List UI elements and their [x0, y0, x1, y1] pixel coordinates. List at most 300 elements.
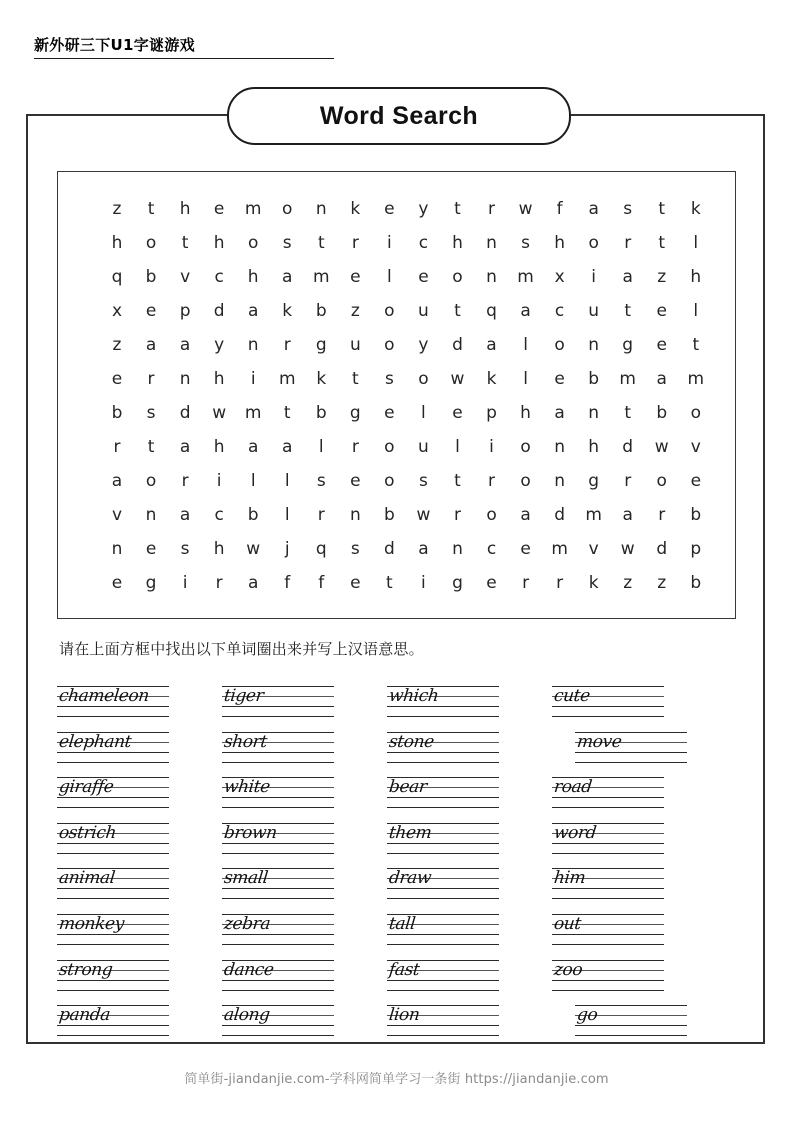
- letter-cell[interactable]: r: [147, 368, 155, 389]
- letter-cell[interactable]: g: [452, 572, 463, 593]
- letter-cell[interactable]: n: [315, 198, 327, 219]
- letter-cell[interactable]: f: [318, 572, 325, 593]
- letter-cell[interactable]: q: [315, 538, 327, 559]
- letter-cell[interactable]: m: [687, 368, 705, 389]
- letter-cell[interactable]: a: [656, 368, 667, 389]
- letter-cell[interactable]: v: [690, 436, 701, 457]
- letter-cell[interactable]: d: [554, 504, 565, 525]
- letter-cell[interactable]: x: [554, 266, 565, 287]
- letter-cell[interactable]: g: [622, 334, 634, 355]
- letter-cell[interactable]: o: [384, 436, 395, 457]
- letter-cell[interactable]: r: [624, 470, 632, 491]
- letter-cell[interactable]: z: [623, 572, 633, 593]
- letter-cell[interactable]: h: [213, 436, 225, 457]
- letter-cell[interactable]: b: [656, 402, 668, 423]
- letter-cell[interactable]: n: [349, 504, 361, 525]
- word-entry[interactable]: [387, 908, 499, 954]
- letter-cell[interactable]: d: [452, 334, 463, 355]
- word-entry[interactable]: [552, 817, 664, 863]
- word-entry[interactable]: [222, 817, 334, 863]
- letter-cell[interactable]: t: [181, 232, 189, 253]
- letter-cell[interactable]: d: [656, 538, 668, 559]
- letter-cell[interactable]: h: [213, 232, 225, 253]
- letter-cell[interactable]: n: [588, 334, 600, 355]
- letter-cell[interactable]: h: [111, 232, 123, 253]
- letter-grid-row: [100, 498, 713, 532]
- letter-cell[interactable]: p: [179, 300, 191, 321]
- letter-cell[interactable]: h: [690, 266, 702, 287]
- letter-cell[interactable]: a: [247, 300, 259, 321]
- letter-cell[interactable]: m: [551, 538, 568, 559]
- guide-line: [387, 944, 499, 945]
- word-entry[interactable]: [575, 999, 687, 1045]
- letter-cell[interactable]: s: [384, 368, 394, 389]
- letter-cell[interactable]: j: [284, 538, 290, 559]
- letter-cell[interactable]: b: [690, 504, 702, 525]
- letter-cell[interactable]: o: [247, 232, 259, 253]
- letter-cell[interactable]: n: [179, 368, 191, 389]
- word-entry[interactable]: [552, 954, 664, 1000]
- word-text: white: [222, 777, 271, 798]
- letter-cell[interactable]: i: [182, 572, 188, 593]
- letter-cell[interactable]: z: [657, 572, 667, 593]
- letter-cell[interactable]: r: [113, 436, 121, 457]
- guide-line: [552, 853, 664, 854]
- letter-cell[interactable]: s: [418, 470, 428, 491]
- letter-cell[interactable]: a: [247, 572, 259, 593]
- letter-cell[interactable]: a: [111, 470, 123, 491]
- letter-cell[interactable]: v: [111, 504, 123, 525]
- letter-cell[interactable]: e: [145, 300, 157, 321]
- letter-cell[interactable]: c: [214, 266, 224, 287]
- letter-cell[interactable]: c: [554, 300, 565, 321]
- page-title: 新外研三下U1字谜游戏: [34, 34, 334, 59]
- word-text: move: [575, 731, 623, 752]
- letter-cell[interactable]: b: [315, 402, 327, 423]
- letter-cell[interactable]: t: [317, 232, 325, 253]
- letter-cell[interactable]: r: [488, 470, 496, 491]
- word-entry[interactable]: [57, 817, 169, 863]
- letter-cell[interactable]: s: [350, 538, 360, 559]
- letter-cell[interactable]: f: [284, 572, 291, 593]
- letter-cell[interactable]: r: [488, 198, 496, 219]
- letter-cell[interactable]: h: [588, 436, 600, 457]
- word-text: zoo: [552, 959, 584, 980]
- letter-cell[interactable]: r: [317, 504, 325, 525]
- guide-line: [552, 944, 664, 945]
- guide-line: [57, 807, 169, 808]
- letter-cell[interactable]: n: [554, 436, 565, 457]
- letter-cell[interactable]: e: [111, 368, 123, 389]
- word-entry[interactable]: [387, 726, 499, 772]
- word-text: chameleon: [57, 686, 150, 706]
- word-text: small: [222, 868, 269, 889]
- word-text: tall: [387, 913, 417, 934]
- letter-cell[interactable]: o: [452, 266, 463, 287]
- letter-cell[interactable]: g: [315, 334, 327, 355]
- letter-cell[interactable]: e: [111, 572, 123, 593]
- letter-cell[interactable]: a: [179, 504, 191, 525]
- letter-cell[interactable]: y: [214, 334, 225, 355]
- letter-cell[interactable]: m: [585, 504, 602, 525]
- letter-cell[interactable]: m: [278, 368, 296, 389]
- letter-cell[interactable]: o: [520, 470, 531, 491]
- letter-cell[interactable]: x: [111, 300, 123, 321]
- letter-cell[interactable]: k: [282, 300, 293, 321]
- letter-cell[interactable]: n: [247, 334, 259, 355]
- letter-cell[interactable]: u: [349, 334, 361, 355]
- guide-line: [387, 716, 499, 717]
- letter-cell[interactable]: e: [554, 368, 565, 389]
- letter-cell[interactable]: w: [212, 402, 227, 423]
- word-entry[interactable]: [57, 680, 169, 726]
- letter-cell[interactable]: i: [489, 436, 494, 457]
- word-entry[interactable]: [222, 680, 334, 726]
- letter-cell[interactable]: m: [619, 368, 636, 389]
- letter-grid-row: [100, 294, 713, 328]
- letter-cell[interactable]: n: [486, 232, 497, 253]
- word-entry[interactable]: [387, 954, 499, 1000]
- letter-cell[interactable]: b: [383, 504, 395, 525]
- letter-grid-row: [100, 362, 713, 396]
- letter-cell[interactable]: d: [179, 402, 191, 423]
- letter-cell[interactable]: l: [455, 436, 460, 457]
- word-text: word: [552, 822, 598, 843]
- word-entry[interactable]: [387, 862, 499, 908]
- letter-cell[interactable]: t: [454, 470, 461, 491]
- word-entry[interactable]: [57, 999, 169, 1045]
- guide-line: [57, 944, 169, 945]
- letter-cell[interactable]: n: [145, 504, 157, 525]
- letter-cell[interactable]: o: [418, 368, 429, 389]
- letter-cell[interactable]: i: [387, 232, 392, 253]
- letter-cell[interactable]: o: [656, 470, 667, 491]
- letter-cell[interactable]: s: [316, 470, 326, 491]
- letter-cell[interactable]: e: [656, 334, 667, 355]
- letter-cell[interactable]: l: [523, 368, 528, 389]
- letter-cell[interactable]: o: [384, 334, 395, 355]
- letter-cell[interactable]: a: [622, 504, 633, 525]
- letter-cell[interactable]: s: [521, 232, 530, 253]
- letter-cell[interactable]: e: [486, 572, 497, 593]
- letter-cell[interactable]: m: [244, 198, 262, 219]
- letter-cell[interactable]: h: [213, 538, 225, 559]
- letter-cell[interactable]: e: [145, 538, 157, 559]
- letter-cell[interactable]: o: [690, 402, 701, 423]
- letter-cell[interactable]: n: [554, 470, 565, 491]
- letter-cell[interactable]: c: [418, 232, 429, 253]
- letter-grid-row: [100, 328, 713, 362]
- letter-cell[interactable]: f: [556, 198, 563, 219]
- letter-cell[interactable]: n: [452, 538, 463, 559]
- letter-cell[interactable]: a: [486, 334, 497, 355]
- letter-cell[interactable]: w: [416, 504, 431, 525]
- letter-cell[interactable]: h: [520, 402, 531, 423]
- letter-cell[interactable]: o: [588, 232, 599, 253]
- letter-cell[interactable]: t: [386, 572, 393, 593]
- letter-cell[interactable]: r: [351, 232, 359, 253]
- letter-cell[interactable]: e: [213, 198, 225, 219]
- word-entry[interactable]: [222, 726, 334, 772]
- guide-line: [387, 990, 499, 991]
- letter-cell[interactable]: l: [284, 470, 290, 491]
- letter-cell[interactable]: i: [421, 572, 426, 593]
- letter-cell[interactable]: t: [454, 300, 461, 321]
- letter-cell[interactable]: b: [588, 368, 600, 389]
- letter-cell[interactable]: n: [486, 266, 497, 287]
- letter-cell[interactable]: a: [520, 504, 531, 525]
- letter-cell[interactable]: p: [690, 538, 702, 559]
- guide-line: [387, 853, 499, 854]
- letter-cell[interactable]: d: [383, 538, 395, 559]
- letter-cell[interactable]: r: [624, 232, 632, 253]
- letter-cell[interactable]: o: [554, 334, 565, 355]
- letter-cell[interactable]: l: [693, 300, 699, 321]
- letter-cell[interactable]: t: [658, 232, 666, 253]
- letter-grid-row: [100, 566, 713, 600]
- letter-cell[interactable]: e: [656, 300, 667, 321]
- letter-cell[interactable]: t: [147, 436, 155, 457]
- letter-cell[interactable]: l: [387, 266, 392, 287]
- instruction-text: 请在上面方框中找出以下单词圈出来并写上汉语意思。: [59, 640, 424, 658]
- letter-cell[interactable]: s: [146, 402, 156, 423]
- letter-cell[interactable]: h: [247, 266, 259, 287]
- letter-cell[interactable]: i: [250, 368, 256, 389]
- letter-cell[interactable]: h: [554, 232, 565, 253]
- letter-cell[interactable]: d: [622, 436, 634, 457]
- letter-cell[interactable]: b: [111, 402, 123, 423]
- letter-cell[interactable]: l: [250, 470, 256, 491]
- word-entry[interactable]: [57, 862, 169, 908]
- letter-cell[interactable]: k: [316, 368, 327, 389]
- word-entry[interactable]: [387, 680, 499, 726]
- letter-cell[interactable]: r: [215, 572, 223, 593]
- word-entry[interactable]: [57, 771, 169, 817]
- guide-line: [222, 1035, 334, 1036]
- letter-cell[interactable]: i: [216, 470, 222, 491]
- letter-cell[interactable]: o: [145, 470, 157, 491]
- letter-grid: [100, 192, 713, 600]
- letter-cell[interactable]: t: [624, 300, 632, 321]
- letter-cell[interactable]: q: [486, 300, 497, 321]
- letter-cell[interactable]: a: [622, 266, 633, 287]
- letter-cell[interactable]: h: [179, 198, 191, 219]
- word-entry[interactable]: [57, 908, 169, 954]
- guide-line: [222, 990, 334, 991]
- letter-cell[interactable]: r: [283, 334, 291, 355]
- letter-cell[interactable]: h: [452, 232, 463, 253]
- letter-cell[interactable]: e: [690, 470, 702, 491]
- letter-cell[interactable]: v: [180, 266, 191, 287]
- word-list: [57, 680, 717, 1045]
- word-entry[interactable]: [222, 954, 334, 1000]
- word-entry[interactable]: [222, 862, 334, 908]
- letter-cell[interactable]: a: [282, 266, 293, 287]
- letter-cell[interactable]: m: [313, 266, 330, 287]
- letter-cell[interactable]: a: [247, 436, 259, 457]
- word-text: monkey: [57, 913, 125, 934]
- footer-watermark: 简单街-jiandanjie.com-学科网简单学习一条街 https://jiandanjie.com: [184, 1072, 609, 1087]
- word-entry[interactable]: [57, 726, 169, 772]
- letter-cell[interactable]: e: [384, 402, 395, 423]
- letter-cell[interactable]: l: [318, 436, 324, 457]
- word-entry[interactable]: [222, 908, 334, 954]
- letter-cell[interactable]: r: [658, 504, 666, 525]
- letter-cell[interactable]: k: [486, 368, 497, 389]
- letter-cell[interactable]: c: [214, 504, 224, 525]
- letter-cell[interactable]: g: [588, 470, 600, 491]
- word-entry[interactable]: [552, 680, 664, 726]
- letter-cell[interactable]: o: [486, 504, 497, 525]
- letter-cell[interactable]: r: [522, 572, 530, 593]
- letter-cell[interactable]: o: [145, 232, 157, 253]
- word-text: ostrich: [57, 822, 118, 843]
- letter-cell[interactable]: t: [283, 402, 291, 423]
- letter-cell[interactable]: a: [418, 538, 429, 559]
- letter-cell[interactable]: m: [517, 266, 534, 287]
- word-text: tiger: [222, 686, 265, 706]
- letter-grid-row: [100, 192, 713, 226]
- word-text: animal: [57, 868, 116, 889]
- letter-cell[interactable]: e: [452, 402, 463, 423]
- word-text: giraffe: [57, 777, 115, 798]
- letter-cell[interactable]: w: [246, 538, 261, 559]
- word-text: dance: [222, 959, 275, 980]
- letter-cell[interactable]: b: [315, 300, 327, 321]
- letter-cell[interactable]: z: [657, 266, 667, 287]
- letter-cell[interactable]: t: [454, 198, 461, 219]
- letter-cell[interactable]: a: [554, 402, 565, 423]
- letter-grid-row: [100, 226, 713, 260]
- word-text: zebra: [222, 913, 272, 934]
- letter-cell[interactable]: s: [180, 538, 190, 559]
- letter-cell[interactable]: e: [520, 538, 531, 559]
- letter-cell[interactable]: v: [588, 538, 599, 559]
- word-text: panda: [57, 1005, 112, 1026]
- letter-cell[interactable]: y: [418, 334, 429, 355]
- letter-cell[interactable]: o: [384, 300, 395, 321]
- letter-cell[interactable]: n: [588, 402, 600, 423]
- word-text: strong: [57, 959, 114, 980]
- letter-cell[interactable]: r: [181, 470, 189, 491]
- letter-cell[interactable]: w: [518, 198, 533, 219]
- letter-cell[interactable]: b: [690, 572, 702, 593]
- letter-cell[interactable]: i: [591, 266, 597, 287]
- guide-line: [575, 762, 687, 763]
- letter-cell[interactable]: a: [179, 436, 191, 457]
- letter-cell[interactable]: t: [692, 334, 700, 355]
- word-text: cute: [552, 686, 591, 706]
- letter-cell[interactable]: a: [145, 334, 157, 355]
- letter-cell[interactable]: b: [145, 266, 157, 287]
- word-entry[interactable]: [387, 771, 499, 817]
- letter-cell[interactable]: b: [247, 504, 259, 525]
- word-search-title-badge: [227, 87, 571, 145]
- letter-cell[interactable]: r: [556, 572, 564, 593]
- letter-cell[interactable]: w: [450, 368, 465, 389]
- letter-cell[interactable]: o: [520, 436, 531, 457]
- letter-cell[interactable]: u: [588, 300, 600, 321]
- word-text: short: [222, 731, 268, 752]
- letter-cell[interactable]: e: [418, 266, 429, 287]
- letter-cell[interactable]: a: [520, 300, 531, 321]
- letter-cell[interactable]: l: [693, 232, 699, 253]
- letter-cell[interactable]: z: [112, 334, 122, 355]
- letter-cell[interactable]: s: [623, 198, 633, 219]
- letter-cell[interactable]: d: [213, 300, 225, 321]
- word-entry[interactable]: [222, 999, 334, 1045]
- letter-cell[interactable]: r: [453, 504, 461, 525]
- word-text: bear: [387, 777, 428, 798]
- word-entry[interactable]: [222, 771, 334, 817]
- letter-cell[interactable]: e: [350, 266, 361, 287]
- guide-line: [552, 807, 664, 808]
- letter-cell[interactable]: a: [179, 334, 191, 355]
- letter-cell[interactable]: w: [620, 538, 635, 559]
- word-entry[interactable]: [387, 999, 499, 1045]
- letter-grid-row: [100, 464, 713, 498]
- letter-cell[interactable]: z: [112, 198, 122, 219]
- letter-cell[interactable]: p: [486, 402, 497, 423]
- word-search-title-label: Word Search: [319, 101, 479, 130]
- word-entry[interactable]: [387, 817, 499, 863]
- letter-cell[interactable]: a: [282, 436, 293, 457]
- letter-cell[interactable]: t: [351, 368, 359, 389]
- word-entry[interactable]: [575, 726, 687, 772]
- letter-cell[interactable]: w: [654, 436, 669, 457]
- letter-cell[interactable]: s: [282, 232, 292, 253]
- letter-cell[interactable]: e: [350, 470, 361, 491]
- word-text: road: [552, 777, 593, 798]
- letter-cell[interactable]: y: [418, 198, 429, 219]
- word-entry[interactable]: [552, 862, 664, 908]
- word-text: him: [552, 868, 587, 889]
- guide-line: [57, 990, 169, 991]
- letter-cell[interactable]: n: [111, 538, 123, 559]
- letter-cell[interactable]: t: [658, 198, 666, 219]
- letter-cell[interactable]: u: [418, 300, 429, 321]
- letter-cell[interactable]: k: [588, 572, 599, 593]
- word-entry[interactable]: [552, 771, 664, 817]
- letter-cell[interactable]: u: [418, 436, 429, 457]
- letter-cell[interactable]: z: [350, 300, 360, 321]
- guide-line: [387, 762, 499, 763]
- word-entry[interactable]: [552, 908, 664, 954]
- letter-cell[interactable]: l: [421, 402, 426, 423]
- letter-cell[interactable]: e: [350, 572, 361, 593]
- letter-cell[interactable]: k: [690, 198, 701, 219]
- letter-cell[interactable]: c: [486, 538, 497, 559]
- letter-cell[interactable]: g: [145, 572, 157, 593]
- letter-cell[interactable]: m: [244, 402, 262, 423]
- letter-cell[interactable]: g: [349, 402, 361, 423]
- letter-cell[interactable]: k: [350, 198, 361, 219]
- letter-cell[interactable]: l: [284, 504, 290, 525]
- letter-cell[interactable]: a: [588, 198, 599, 219]
- letter-cell[interactable]: t: [624, 402, 632, 423]
- letter-grid-row: [100, 430, 713, 464]
- letter-cell[interactable]: h: [213, 368, 225, 389]
- letter-cell[interactable]: r: [351, 436, 359, 457]
- word-text: draw: [387, 868, 433, 889]
- word-entry[interactable]: [57, 954, 169, 1000]
- letter-cell[interactable]: l: [523, 334, 528, 355]
- letter-cell[interactable]: o: [282, 198, 293, 219]
- letter-cell[interactable]: o: [384, 470, 395, 491]
- letter-cell[interactable]: q: [111, 266, 123, 287]
- letter-cell[interactable]: e: [384, 198, 395, 219]
- letter-cell[interactable]: t: [147, 198, 155, 219]
